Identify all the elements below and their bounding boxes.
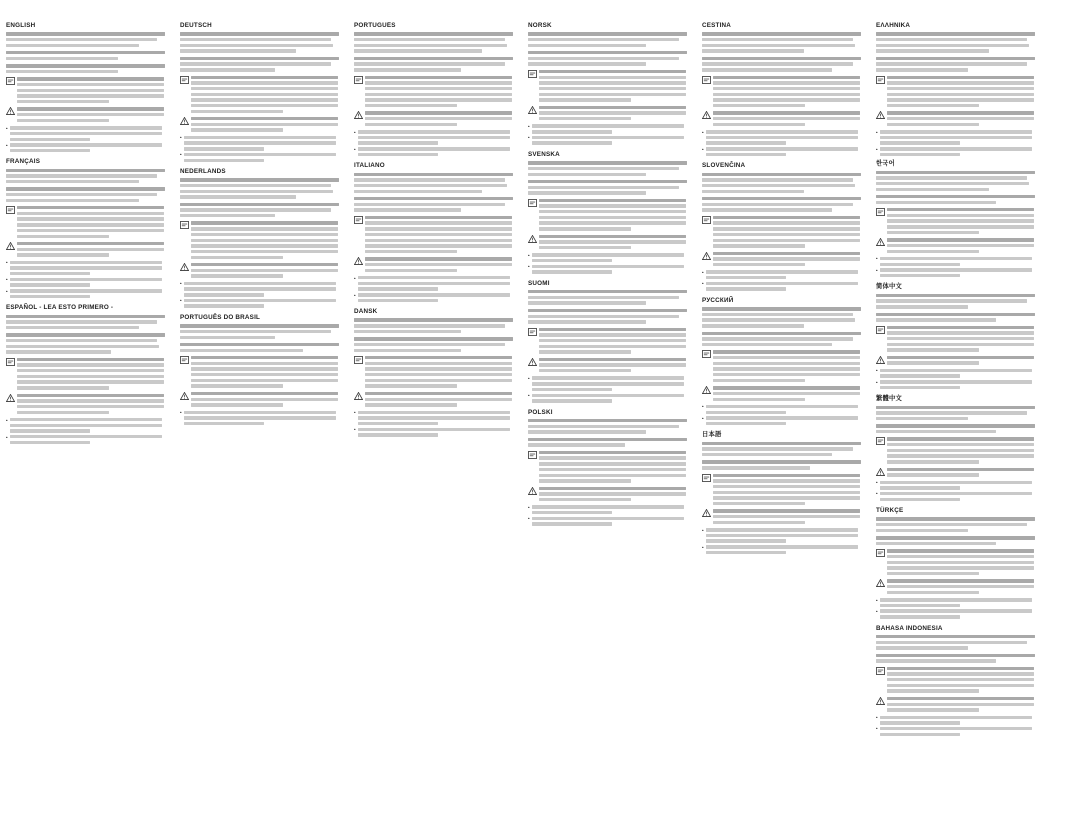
paragraph [702,307,866,327]
warning-note [702,111,866,126]
bullet-item [876,369,1040,378]
bullet-item [354,130,518,145]
language-section [528,22,692,145]
paragraph [702,57,866,72]
bullet-item [702,147,866,156]
language-heading: SLOVENČINA [702,162,746,170]
info-note [876,549,1040,575]
language-heading: 한국어 [876,160,895,168]
info-note [702,350,866,382]
language-heading: 繁體中文 [876,395,902,403]
info-note [702,76,866,108]
paragraph [876,517,1040,532]
bullet-item [528,265,692,274]
language-section [6,304,170,444]
language-column [180,22,344,830]
paragraph [876,57,1040,72]
language-heading: 简体中文 [876,283,902,291]
language-heading: РУССКИЙ [702,296,734,304]
language-section [6,158,170,298]
paragraph [876,195,1040,204]
language-heading: ENGLISH [6,22,36,29]
document-icon [354,76,363,84]
paragraph [528,309,692,324]
bullet-item [354,428,518,437]
paragraph [702,460,866,469]
language-heading: NEDERLANDS [180,167,226,175]
paragraph [528,161,692,176]
warning-note [876,238,1040,253]
language-column [702,22,866,830]
language-column [354,22,518,830]
bullet-item [876,727,1040,736]
bullet-item [6,143,170,152]
language-heading: ΕΛΛΗΝΙΚΑ [876,22,911,29]
paragraph [6,169,170,184]
bullet-item [876,257,1040,266]
paragraph [528,180,692,195]
paragraph [6,187,170,202]
language-heading: ČEŠTINA [702,22,732,29]
warning-icon [876,697,885,705]
info-note [876,437,1040,463]
paragraph [528,419,692,434]
paragraph [180,203,344,218]
document-icon [6,206,15,214]
bullet-item [180,153,344,162]
bullet-item [876,380,1040,389]
paragraph [528,51,692,66]
document-icon [876,326,885,334]
warning-icon [702,252,711,260]
paragraph [702,197,866,212]
document-icon [6,77,15,85]
bullet-item [354,411,518,426]
language-heading: PORTUGUÊS [354,22,396,29]
language-heading: POLSKI [528,408,553,416]
bullet-item [180,299,344,308]
warning-icon [528,106,537,114]
info-note [6,206,170,238]
paragraph [180,343,344,352]
language-heading: DANSK [354,308,378,316]
info-note [876,76,1040,108]
language-heading: ESPAÑOL - LEA ESTO PRIMERO - [6,304,114,312]
info-note [354,76,518,108]
warning-icon [528,235,537,243]
paragraph [180,57,344,72]
paragraph [876,536,1040,545]
bullet-item [876,598,1040,607]
paragraph [876,313,1040,322]
warning-note [702,386,866,401]
document-icon [180,356,189,364]
warning-note [876,111,1040,126]
paragraph [876,171,1040,191]
bullet-item [354,147,518,156]
document-icon [6,358,15,366]
bullet-item [702,405,866,414]
bullet-item [702,545,866,554]
paragraph [876,294,1040,309]
document-icon [528,199,537,207]
paragraph [354,57,518,72]
document-icon [876,549,885,557]
warning-icon [876,111,885,119]
warning-note [528,235,692,250]
warning-icon [180,263,189,271]
paragraph [180,178,344,198]
bullet-item [6,289,170,298]
document-icon [354,216,363,224]
warning-note [6,107,170,122]
info-note [528,199,692,231]
warning-icon [876,579,885,587]
language-heading: PORTUGUÊS DO BRASIL [180,313,261,321]
bullet-item [528,253,692,262]
language-section [528,409,692,526]
bullet-item [702,130,866,145]
language-heading: TÜRKÇE [876,507,904,515]
bullet-item [528,505,692,514]
bullet-item [528,124,692,133]
language-section [180,314,344,426]
warning-note [180,263,344,278]
bullet-item [180,136,344,151]
paragraph [6,32,170,47]
language-section [702,297,866,426]
language-section [354,308,518,437]
document-icon [876,208,885,216]
info-note [702,474,866,506]
document-icon [528,451,537,459]
language-heading: DEUTSCH [180,22,212,29]
paragraph [354,32,518,52]
bullet-item [6,261,170,276]
bullet-item [528,517,692,526]
warning-icon [876,468,885,476]
document-icon [702,474,711,482]
warning-icon [180,117,189,125]
warning-icon [876,356,885,364]
paragraph [354,173,518,193]
warning-icon [528,487,537,495]
warning-icon [702,386,711,394]
warning-icon [702,111,711,119]
language-heading: FRANÇAIS [6,158,41,166]
language-heading: SUOMI [528,279,550,287]
document-icon [528,70,537,78]
language-section [876,283,1040,389]
warning-note [528,106,692,121]
info-note [6,77,170,103]
paragraph [528,438,692,447]
warning-note [876,356,1040,365]
warning-icon [6,242,15,250]
warning-icon [354,257,363,265]
warning-icon [6,394,15,402]
paragraph [876,635,1040,650]
warning-icon [354,392,363,400]
bullet-item [702,282,866,291]
paragraph [180,324,344,339]
paragraph [528,32,692,47]
paragraph [354,318,518,333]
warning-note [354,392,518,407]
language-column [528,22,692,830]
info-note [180,76,344,114]
warning-note [876,579,1040,594]
language-heading: ITALIANO [354,162,385,170]
language-column [876,22,1040,830]
warning-note [702,252,866,267]
paragraph [528,290,692,305]
bullet-item [876,481,1040,490]
language-section [180,22,344,162]
language-section [528,280,692,403]
language-heading: 日本語 [702,431,722,439]
warning-note [180,392,344,407]
warning-icon [6,107,15,115]
language-section [180,168,344,308]
document-icon [876,667,885,675]
warning-note [876,697,1040,712]
language-section [876,507,1040,619]
bullet-item [876,130,1040,145]
bullet-item [876,147,1040,156]
bullet-item [6,418,170,433]
language-section [528,151,692,274]
info-note [528,328,692,354]
language-heading: SVENSKA [528,150,560,158]
warning-icon [876,238,885,246]
bullet-item [180,282,344,297]
language-section [876,22,1040,156]
language-section [702,22,866,156]
info-note [354,216,518,254]
info-note [876,326,1040,352]
info-note [876,208,1040,234]
bullet-item [354,276,518,291]
document-icon [528,328,537,336]
warning-note [528,358,692,373]
warning-note [6,242,170,257]
warning-icon [180,392,189,400]
bullet-item [6,278,170,287]
bullet-item [6,126,170,141]
paragraph [354,197,518,212]
paragraph [876,32,1040,52]
info-note [180,221,344,259]
paragraph [876,406,1040,421]
language-section [354,162,518,302]
info-note [354,356,518,388]
warning-icon [702,509,711,517]
info-note [180,356,344,388]
document-icon [180,221,189,229]
paragraph [6,333,170,353]
language-section [876,625,1040,737]
warning-note [180,117,344,132]
document-icon [354,356,363,364]
paragraph [354,337,518,352]
bullet-item [876,716,1040,725]
bullet-item [354,293,518,302]
warning-note [702,509,866,524]
language-section [876,395,1040,501]
document-icon [180,76,189,84]
document-icon [702,216,711,224]
paragraph [876,654,1040,663]
bullet-item [528,394,692,403]
warning-icon [528,358,537,366]
info-note [702,216,866,248]
language-heading: BAHASA INDONESIA [876,624,943,632]
paragraph [6,315,170,330]
document-icon [702,76,711,84]
bullet-item [6,435,170,444]
language-section [6,22,170,152]
language-column [6,22,170,830]
bullet-item [528,376,692,391]
language-section [702,162,866,291]
paragraph [702,173,866,193]
warning-icon [354,111,363,119]
info-note [6,358,170,390]
warning-note [876,468,1040,477]
bullet-item [702,416,866,425]
language-section [876,160,1040,277]
bullet-item [876,268,1040,277]
bullet-item [876,492,1040,501]
language-heading: NORSK [528,22,552,29]
warning-note [6,394,170,414]
paragraph [180,32,344,52]
paragraph [702,32,866,52]
paragraph [702,442,866,457]
bullet-item [528,136,692,145]
bullet-item [180,411,344,426]
warning-note [354,257,518,272]
bullet-item [702,528,866,543]
document-icon [876,437,885,445]
info-note [528,451,692,483]
bullet-item [702,270,866,279]
document-icon [702,350,711,358]
warning-note [528,487,692,502]
bullet-item [876,609,1040,618]
language-section [354,22,518,156]
info-note [528,70,692,102]
paragraph [6,64,170,73]
language-section [702,431,866,554]
warning-note [354,111,518,126]
paragraph [6,51,170,60]
info-note [876,667,1040,693]
paragraph [702,332,866,347]
paragraph [876,424,1040,433]
document-icon [876,76,885,84]
